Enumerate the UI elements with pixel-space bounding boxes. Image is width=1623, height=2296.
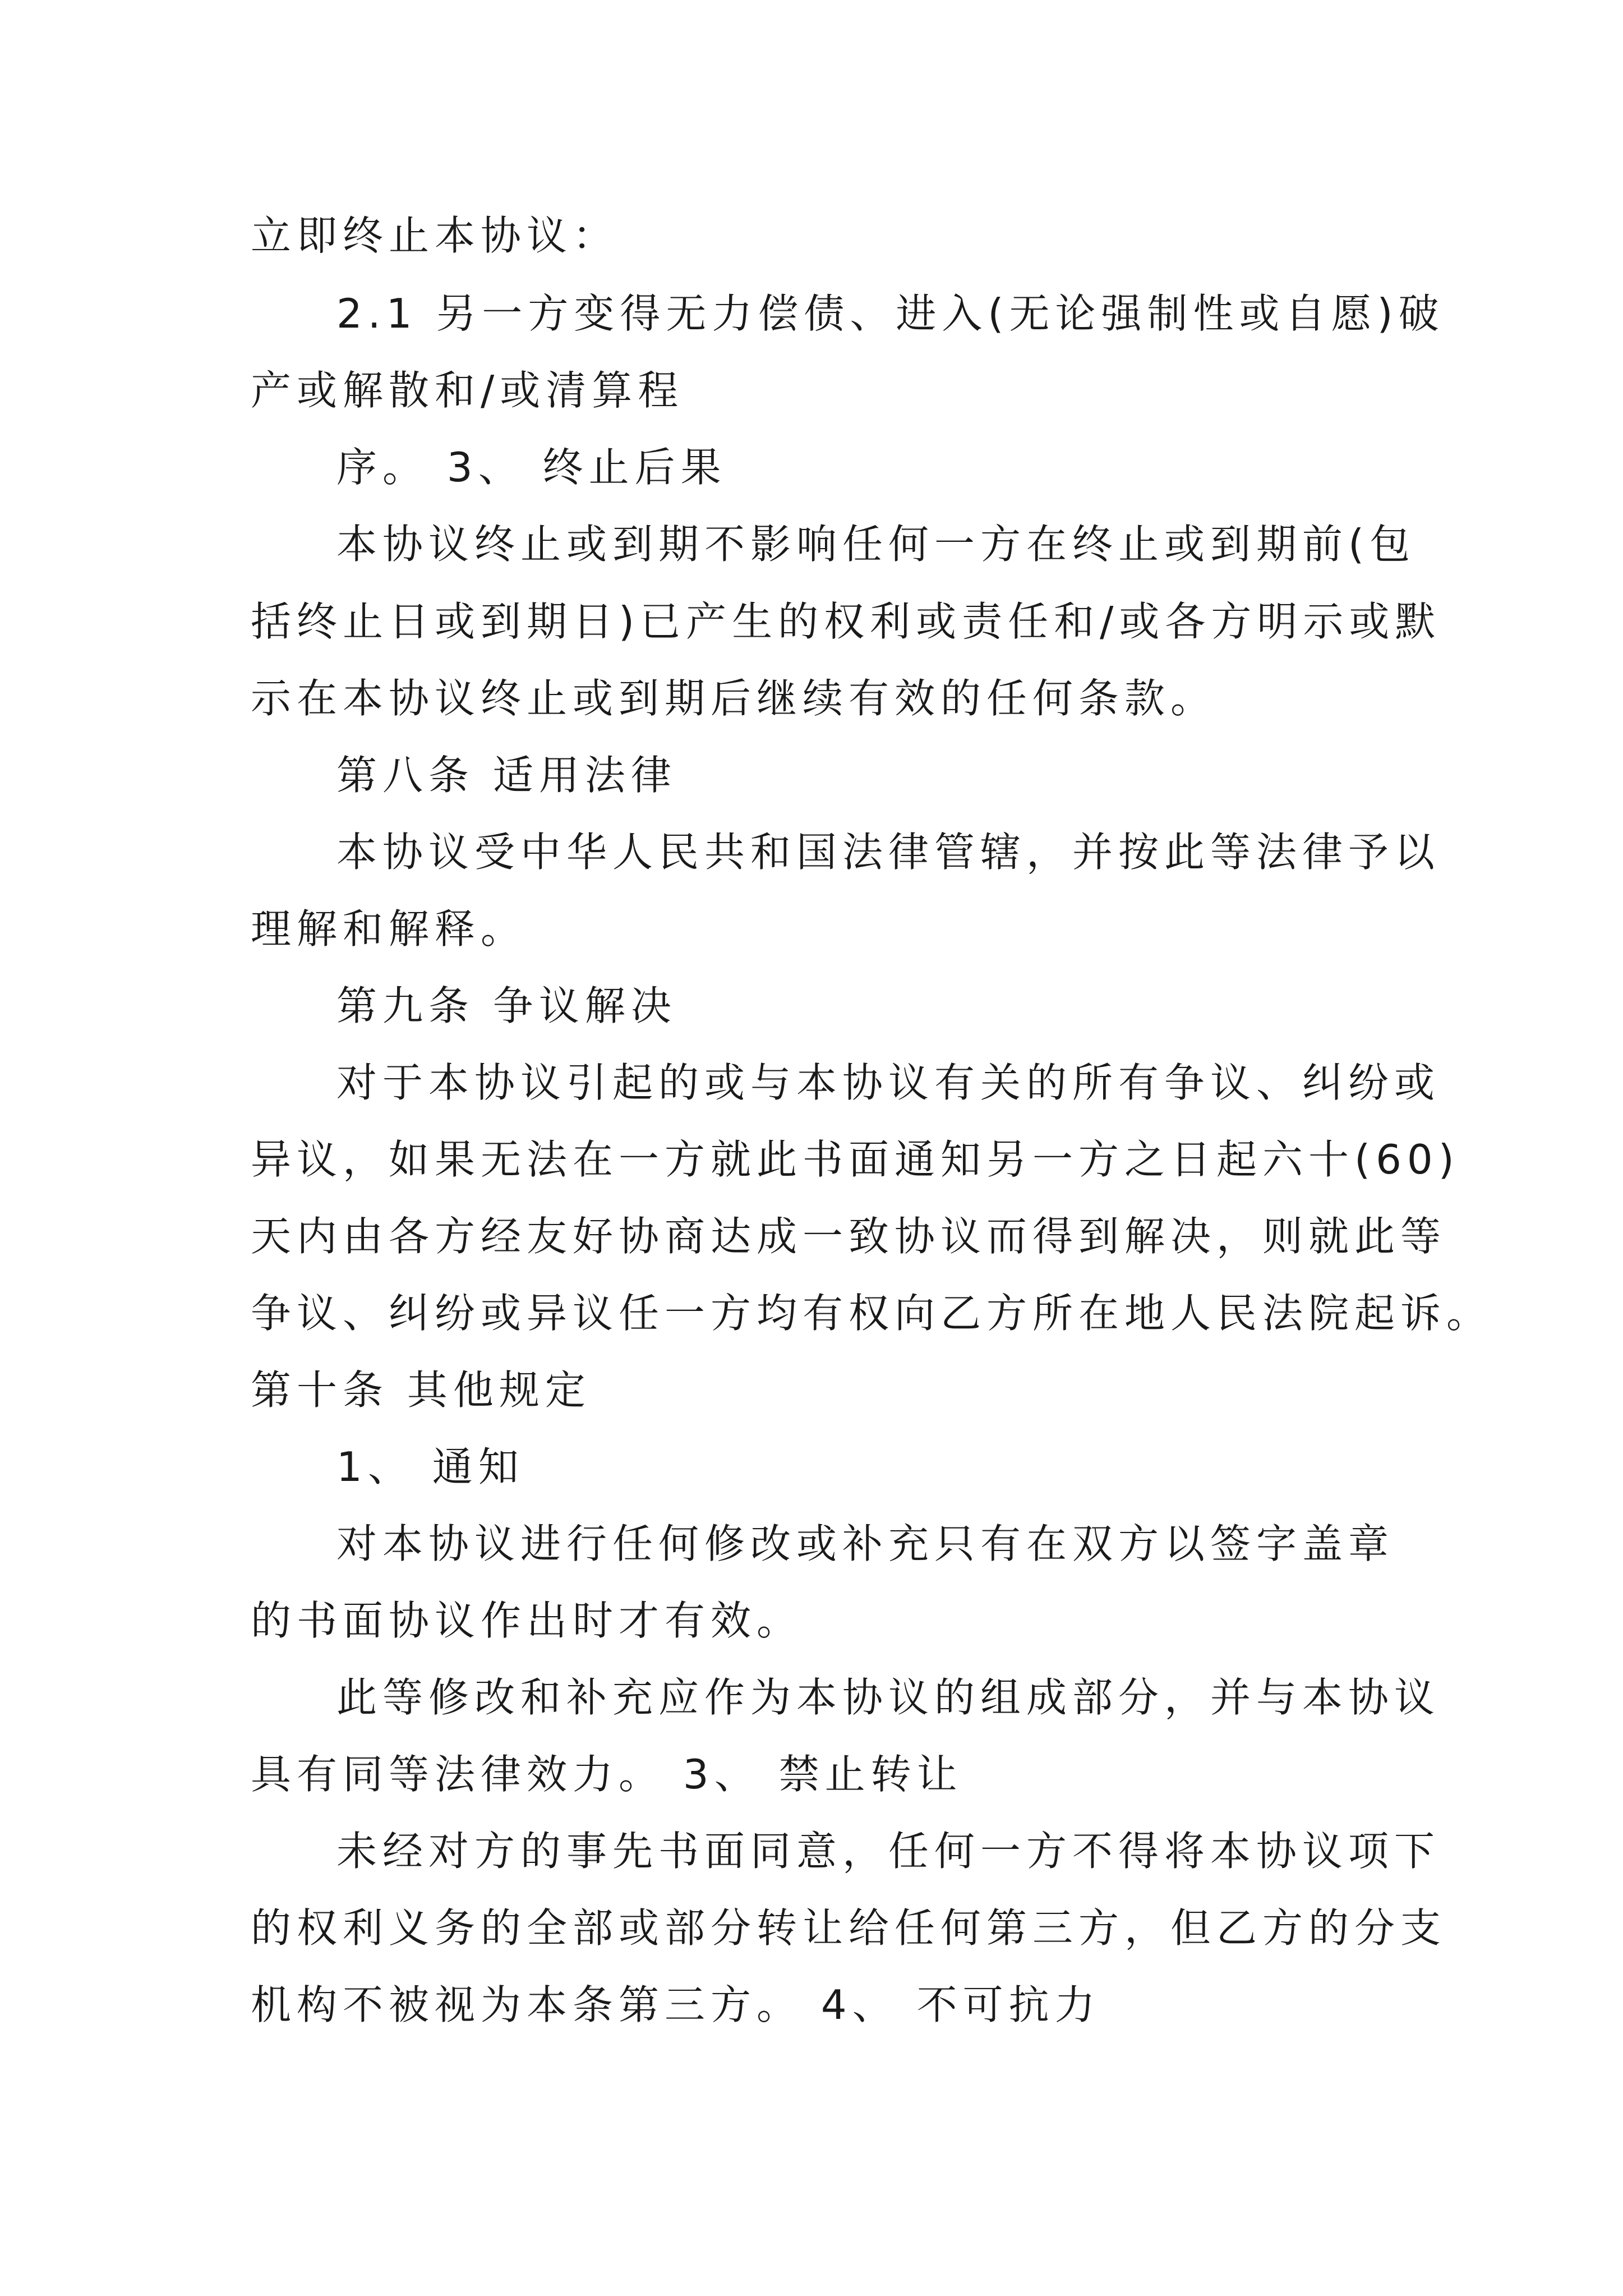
section-heading: 第八条 适用法律 — [336, 752, 677, 799]
text-line: 立即终止本协议： — [251, 212, 619, 259]
text-line: 的书面协议作出时才有效。 — [251, 1597, 803, 1644]
subsection-heading: 1、 通知 — [336, 1443, 524, 1490]
text-line: 理解和解释。 — [251, 905, 527, 953]
text-line: 此等修改和补充应作为本协议的组成部分，并与本协议 — [336, 1674, 1441, 1721]
section-heading: 第九条 争议解决 — [336, 982, 677, 1029]
text-line: 天内由各方经友好协商达成一致协议而得到解决，则就此等 — [251, 1213, 1447, 1260]
text-line: 未经对方的事先书面同意，任何一方不得将本协议项下 — [336, 1828, 1441, 1875]
text-line: 示在本协议终止或到期后继续有效的任何条款。 — [251, 675, 1217, 722]
text-line: 具有同等法律效力。 3、 禁止转让 — [251, 1751, 963, 1798]
text-line: 括终止日或到期日)已产生的权利或责任和/或各方明示或默 — [251, 598, 1441, 645]
text-line: 2.1 另一方变得无力偿债、进入(无论强制性或自愿)破 — [336, 290, 1445, 337]
text-line: 对于本协议引起的或与本协议有关的所有争议、纠纷或 — [336, 1059, 1441, 1106]
section-heading: 第十条 其他规定 — [251, 1366, 591, 1414]
text-line: 机构不被视为本条第三方。 4、 不可抗力 — [251, 1981, 1101, 2028]
text-line: 本协议受中华人民共和国法律管辖，并按此等法律予以 — [336, 829, 1441, 876]
text-line: 对本协议进行任何修改或补充只有在双方以签字盖章 — [336, 1520, 1395, 1567]
text-line: 产或解散和/或清算程 — [251, 367, 684, 414]
text-line: 的权利义务的全部或部分转让给任何第三方，但乙方的分支 — [251, 1904, 1447, 1952]
text-line: 本协议终止或到期不影响任何一方在终止或到期前(包 — [336, 521, 1416, 568]
text-line: 序。 3、 终止后果 — [336, 444, 727, 491]
text-line: 异议，如果无法在一方就此书面通知另一方之日起六十(60) — [251, 1136, 1460, 1183]
text-line: 争议、纠纷或异议任一方均有权向乙方所在地人民法院起诉。 — [251, 1290, 1493, 1337]
